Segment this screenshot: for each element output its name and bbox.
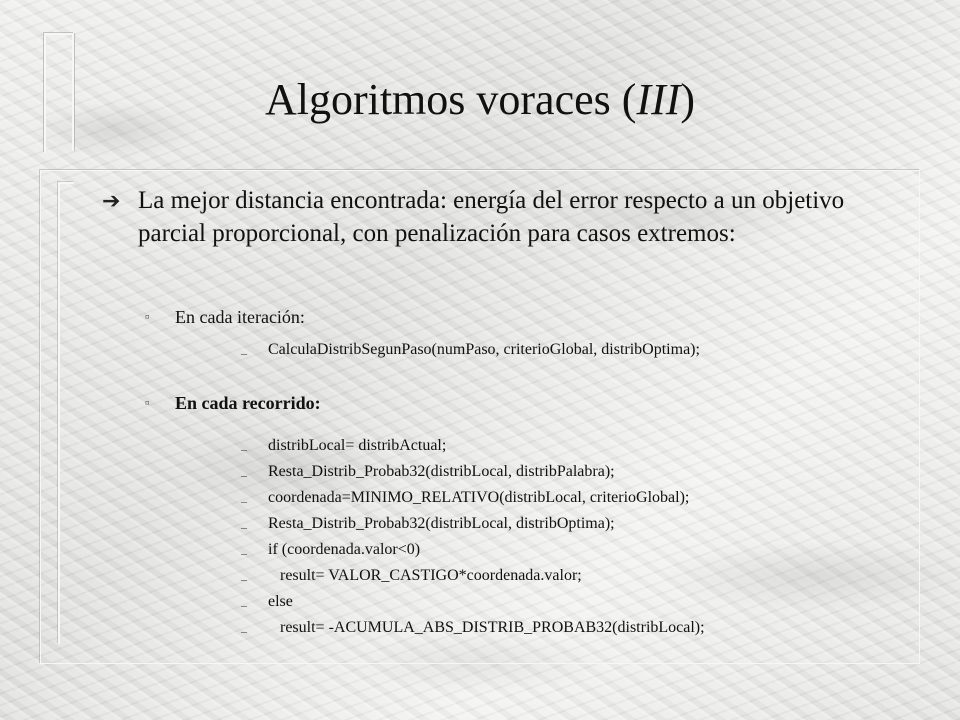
title-italic: III [636, 75, 681, 124]
body-inner-frame-decoration [58, 182, 74, 644]
code-line: result= -ACUMULA_ABS_DISTRIB_PROBAB32(distribLocal); [268, 619, 705, 636]
code-line: Resta_Distrib_Probab32(distribLocal, distribOptima); [268, 515, 615, 532]
sub-item-iteration: En cada iteración: [175, 307, 305, 327]
arrow-bullet-icon: ➔ [102, 188, 121, 213]
title-frame-decoration [44, 33, 74, 153]
slide-title [100, 72, 860, 128]
dash-icon: – [241, 520, 247, 534]
sub-bullet-icon: ¤ [145, 312, 150, 322]
code-line: result= VALOR_CASTIGO*coordenada.valor; [268, 567, 582, 584]
dash-icon: – [241, 346, 247, 360]
sub-item-recorrido: En cada recorrido: [175, 393, 321, 413]
dash-icon: – [241, 572, 247, 586]
code-line: distribLocal= distribActual; [268, 437, 447, 454]
title-main: Algoritmos voraces ( [264, 75, 637, 124]
code-line: else [268, 593, 293, 610]
code-line: CalculaDistribSegunPaso(numPaso, criterioGlobal, distribOptima); [268, 341, 700, 358]
dash-icon: – [241, 624, 247, 638]
dash-icon: – [241, 494, 247, 508]
code-line: coordenada=MINIMO_RELATIVO(distribLocal, criterioGlobal); [268, 489, 690, 506]
title-end: ) [680, 75, 696, 124]
sub-bullet-icon: ¤ [145, 398, 150, 408]
dash-icon: – [241, 468, 247, 482]
code-line: if (coordenada.valor<0) [268, 541, 421, 558]
code-line: Resta_Distrib_Probab32(distribLocal, distribPalabra); [268, 463, 615, 480]
bullet-text: La mejor distancia encontrada: energía del error respecto a un objetivo parcial proporcional, con penalización para casos extremos: [138, 187, 845, 247]
dash-icon: – [241, 442, 247, 456]
dash-icon: – [241, 546, 247, 560]
dash-icon: – [241, 598, 247, 612]
